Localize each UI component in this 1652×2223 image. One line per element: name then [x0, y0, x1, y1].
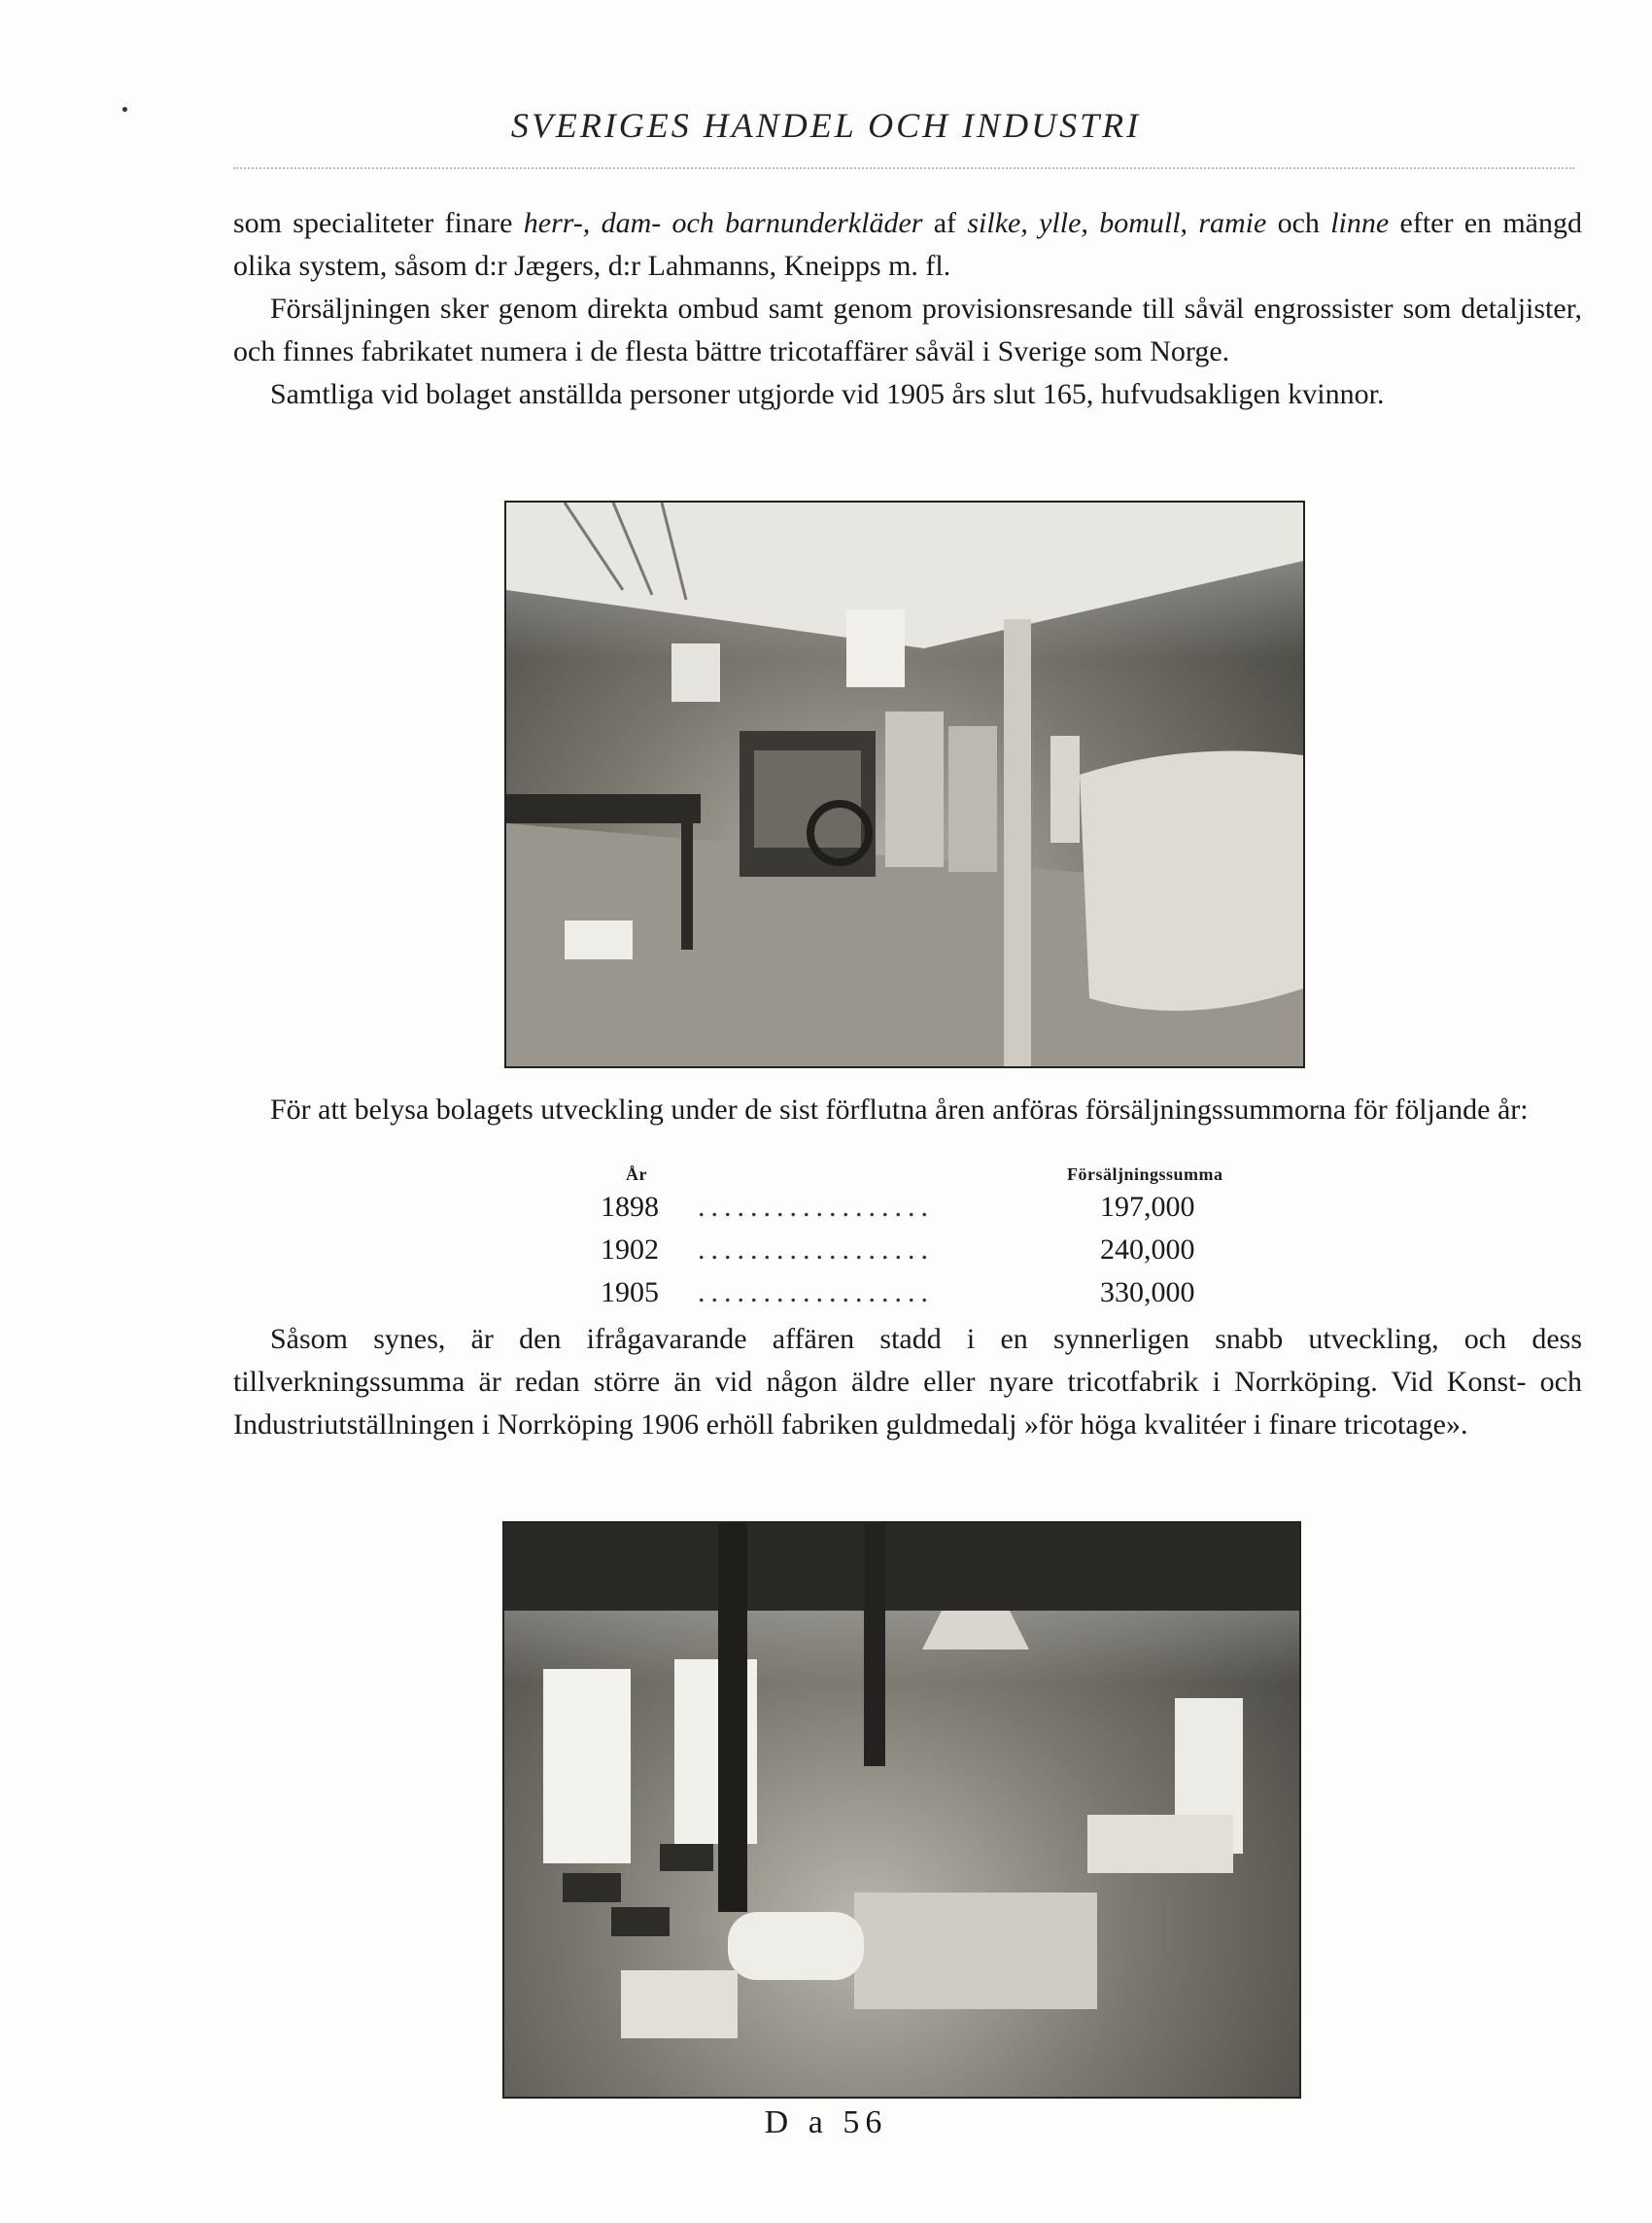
row-year: 1898 [601, 1191, 659, 1223]
paragraph-specialties: som specialiteter finare herr-, dam- och barnunderkläder af silke, ylle, bomull, ramie och linne efter en mängd olika system, såsom d:r Jægers, d:r Lahmanns, Kneipps m. fl. [233, 207, 1582, 282]
row-sum: 197,000 [1100, 1191, 1195, 1223]
row-sum: 330,000 [1100, 1276, 1195, 1308]
body-text-top [233, 202, 1582, 416]
photo-knitting-machines-illustration [506, 503, 1303, 1066]
paragraph-employees: Samtliga vid bolaget anställda personer utgjorde vid 1905 års slut 165, hufvudsakligen kvinnor. [270, 378, 1385, 410]
photo-sewing-room [502, 1521, 1301, 2099]
paragraph-growth: Såsom synes, är den ifrågavarande affären stadd i en synnerligen snabb utveckling, och dess tillverkningssumma är redan större än vid någon äldre eller nyare tricotfabrik i Norrköping. Vid Konst- och Industriutställningen i Norrköping 1906 erhöll fabriken guldmedalj »för höga kvalitéer i finare tricotage». [233, 1323, 1582, 1441]
photo-knitting-machines [504, 501, 1305, 1068]
row-year: 1905 [601, 1276, 659, 1308]
row-leader: .................. [698, 1276, 934, 1308]
row-year: 1902 [601, 1233, 659, 1266]
body-text-bottom [233, 1318, 1582, 1446]
running-header: SVERIGES HANDEL OCH INDUSTRI [510, 106, 1142, 145]
photo-sewing-room-illustration [504, 1523, 1299, 2097]
table-row [601, 1271, 1261, 1314]
page-number: D a 56 [764, 2104, 888, 2140]
body-text-middle [233, 1089, 1582, 1131]
table-row [601, 1229, 1261, 1271]
header-rule [233, 167, 1574, 169]
row-leader: .................. [698, 1233, 934, 1266]
row-leader: .................. [698, 1191, 934, 1223]
table-header-sum: Försäljningssumma [1067, 1164, 1223, 1184]
paragraph-development: För att belysa bolagets utveckling under de sist förflutna åren anföras försäljningssummorna för följande år: [270, 1094, 1529, 1126]
table-header-year: År [626, 1164, 647, 1184]
table-row [601, 1186, 1261, 1229]
paragraph-sales: Försäljningen sker genom direkta ombud samt genom provisionsresande till såväl engrossister som detaljister, och finnes fabrikatet numera i de flesta bättre tricotaffärer såväl i Sverige som Norge. [233, 293, 1582, 367]
row-sum: 240,000 [1100, 1233, 1195, 1266]
